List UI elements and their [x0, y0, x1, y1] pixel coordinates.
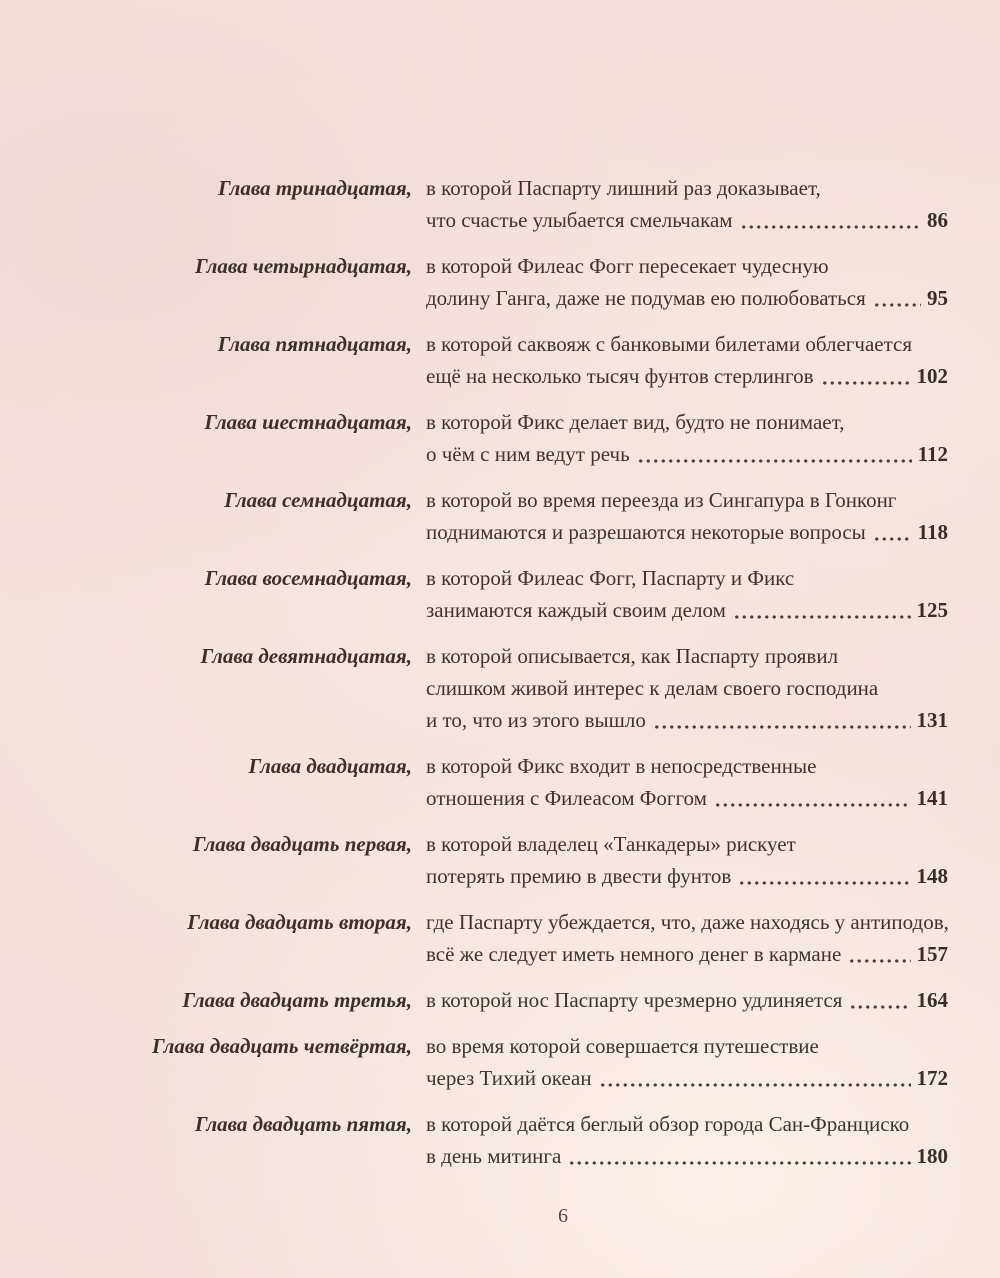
dot-leader [873, 282, 921, 314]
chapter-description-line [426, 938, 948, 970]
page-ref: 125 [916, 598, 948, 622]
chapter-description-text: в которой нос Паспарту чрезмерно удлиняется [426, 988, 843, 1012]
chapter-description [426, 562, 948, 626]
dot-leader [568, 1140, 910, 1172]
toc-entry [140, 750, 948, 814]
chapter-description-line [426, 1062, 948, 1094]
chapter-label: Глава шестнадцатая, [204, 410, 412, 434]
chapter-description-text: долину Ганга, даже не подумав ею полюбоваться [426, 286, 866, 310]
toc-entry [140, 406, 948, 470]
chapter-description [426, 1108, 948, 1172]
chapter-description-text: ещё на несколько тысяч фунтов стерлингов [426, 364, 814, 388]
dot-leader [848, 938, 910, 970]
chapter-description-line: в которой во время переезда из Сингапура в Гонконг [426, 488, 897, 512]
chapter-description-line: в которой Филеас Фогг, Паспарту и Фикс [426, 566, 795, 590]
toc-entry [140, 984, 948, 1016]
dot-leader [849, 984, 910, 1016]
chapter-label: Глава восемнадцатая, [204, 566, 412, 590]
chapter-description-text: занимаются каждый своим делом [426, 598, 726, 622]
toc-entry [140, 828, 948, 892]
chapter-description-line: где Паспарту убеждается, что, даже находясь у антиподов, [426, 910, 949, 934]
chapter-description-line: в которой даётся беглый обзор города Сан-Франциско [426, 1112, 910, 1136]
toc-entry [140, 1030, 948, 1094]
chapter-description [426, 640, 948, 736]
chapter-label: Глава двадцать третья, [182, 988, 412, 1012]
page-ref: 102 [916, 364, 948, 388]
chapter-description-text: поднимаются и разрешаются некоторые вопросы [426, 520, 866, 544]
chapter-description-line [426, 984, 948, 1016]
chapter-description-text: в день митинга [426, 1144, 562, 1168]
chapter-description-line [426, 360, 948, 392]
dot-leader [637, 438, 912, 470]
folio-page-number: 6 [558, 1205, 568, 1227]
chapter-description [426, 250, 948, 314]
chapter-description-line [426, 438, 948, 470]
chapter-label: Глава двадцать пятая, [194, 1112, 412, 1136]
chapter-description-line [426, 782, 948, 814]
toc-entry [140, 640, 948, 736]
chapter-description-line [426, 282, 948, 314]
page-ref: 164 [916, 988, 948, 1012]
toc-entry [140, 172, 948, 236]
chapter-description-line: в которой Филеас Фогг пересекает чудесную [426, 254, 829, 278]
dot-leader [873, 516, 912, 548]
chapter-description [426, 828, 948, 892]
chapter-description [426, 328, 948, 392]
dot-leader [653, 704, 911, 736]
chapter-description-line: слишком живой интерес к делам своего господина [426, 676, 879, 700]
chapter-description-line: в которой Фикс делает вид, будто не понимает, [426, 410, 845, 434]
dot-leader [821, 360, 911, 392]
chapter-label: Глава двадцать четвёртая, [152, 1034, 412, 1058]
chapter-label: Глава двадцатая, [248, 754, 412, 778]
chapter-label: Глава семнадцатая, [224, 488, 412, 512]
page-ref: 141 [916, 786, 948, 810]
chapter-description-line: в которой саквояж с банковыми билетами облегчается [426, 332, 913, 356]
toc-entry [140, 328, 948, 392]
chapter-label: Глава двадцать первая, [192, 832, 412, 856]
chapter-label: Глава пятнадцатая, [217, 332, 412, 356]
chapter-description-text: потерять премию в двести фунтов [426, 864, 732, 888]
chapter-description [426, 172, 948, 236]
page-ref: 148 [916, 864, 948, 888]
dot-leader [740, 204, 921, 236]
chapter-description-text: через Тихий океан [426, 1066, 592, 1090]
page-ref: 112 [917, 442, 948, 466]
chapter-description-line: в которой описывается, как Паспарту проявил [426, 644, 839, 668]
chapter-description-line: в которой владелец «Танкадеры» рискует [426, 832, 796, 856]
page-ref: 172 [916, 1066, 948, 1090]
dot-leader [714, 782, 911, 814]
toc-entry [140, 484, 948, 548]
page-ref: 95 [927, 286, 948, 310]
chapter-description [426, 1030, 948, 1094]
chapter-description-line: в которой Фикс входит в непосредственные [426, 754, 817, 778]
chapter-description-line [426, 704, 948, 736]
chapter-description [426, 484, 948, 548]
chapter-description [426, 406, 948, 470]
chapter-description-text: всё же следует иметь немного денег в кармане [426, 942, 842, 966]
dot-leader [738, 860, 910, 892]
page-ref: 86 [927, 208, 948, 232]
chapter-description-line [426, 1140, 948, 1172]
chapter-description-text: отношения с Филеасом Фоггом [426, 786, 707, 810]
dot-leader [733, 594, 911, 626]
chapter-description-text: что счастье улыбается смельчакам [426, 208, 733, 232]
chapter-description [426, 906, 948, 970]
chapter-description-text: и то, что из этого вышло [426, 708, 646, 732]
chapter-description-line: в которой Паспарту лишний раз доказывает, [426, 176, 821, 200]
chapter-description-line [426, 860, 948, 892]
chapter-description-line [426, 516, 948, 548]
toc-list [140, 172, 948, 1186]
chapter-description [426, 750, 948, 814]
page-ref: 180 [916, 1144, 948, 1168]
page-ref: 118 [917, 520, 948, 544]
chapter-description-text: о чём с ним ведут речь [426, 442, 630, 466]
toc-entry [140, 562, 948, 626]
page-ref: 131 [916, 708, 948, 732]
chapter-description-line [426, 204, 948, 236]
chapter-description-line [426, 594, 948, 626]
chapter-label: Глава девятнадцатая, [200, 644, 412, 668]
page-ref: 157 [916, 942, 948, 966]
chapter-label: Глава тринадцатая, [217, 176, 412, 200]
chapter-label: Глава четырнадцатая, [195, 254, 412, 278]
toc-entry [140, 250, 948, 314]
dot-leader [599, 1062, 911, 1094]
chapter-description-line: во время которой совершается путешествие [426, 1034, 819, 1058]
toc-entry [140, 1108, 948, 1172]
chapter-description [426, 984, 948, 1016]
toc-entry [140, 906, 948, 970]
chapter-label: Глава двадцать вторая, [187, 910, 412, 934]
